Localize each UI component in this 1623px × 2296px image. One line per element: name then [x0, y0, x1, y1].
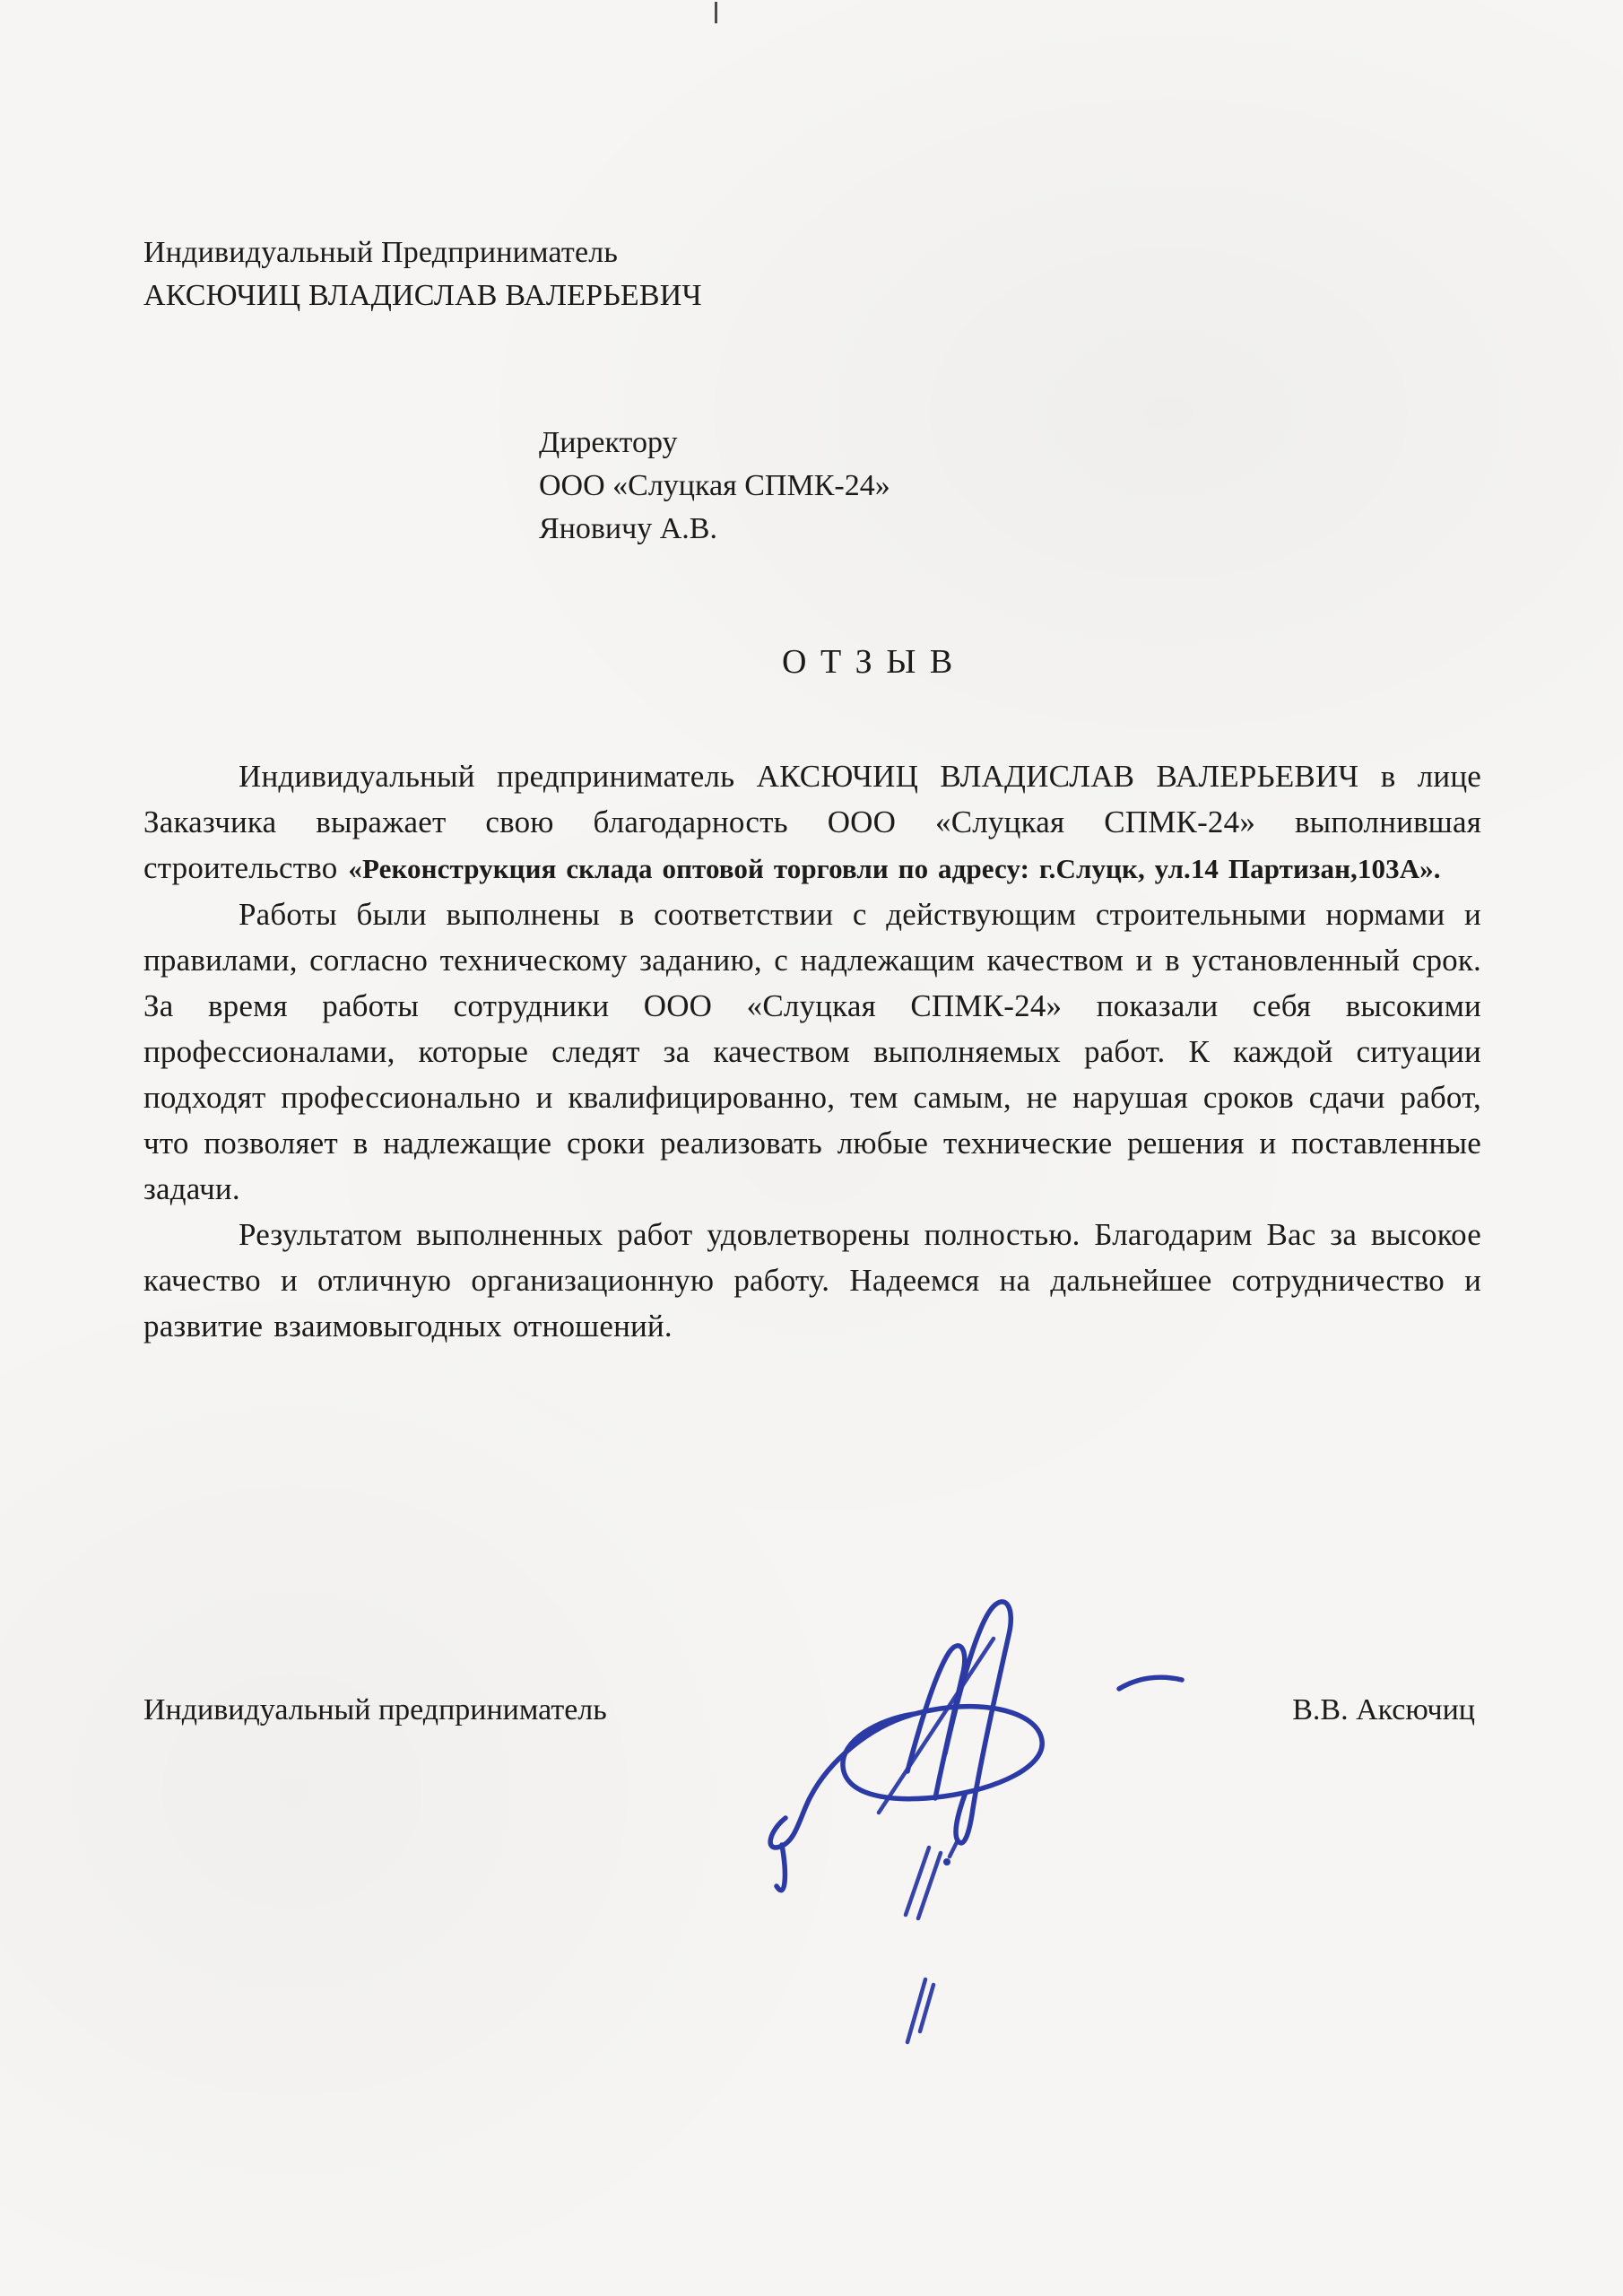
paragraph-3: Результатом выполненных работ удовлетворены полностью. Благодарим Вас за высокое качество и отличную организационную работу. Надеемся на дальнейшее сотрудничество и развитие взаимовыгодных отношений. [143, 1217, 1481, 1344]
signature-role-label: Индивидуальный предприниматель [143, 1693, 607, 1726]
paragraph-1-regular-text: Индивидуальный предприниматель АКСЮЧИЦ ВЛАДИСЛАВ ВАЛЕРЬЕВИЧ в лице Заказчика выражает свою благодарность ООО «Слуцкая СПМК-24» выполнившая строительство [143, 759, 1481, 885]
sender-line-1: Индивидуальный Предприниматель [143, 236, 619, 269]
scan-artifact-tick [715, 2, 717, 23]
handwritten-signature-icon [753, 1583, 1202, 2058]
paragraph-1 [143, 753, 1481, 891]
signature-name: В.В. Аксючиц [1292, 1693, 1475, 1726]
paragraph-1-bold-text: «Реконструкция склада оптовой торговли по адресу: г.Слуцк, ул.14 Партизан,103А». [348, 853, 1441, 884]
paragraph-2: Работы были выполнены в соответствии с действующим строительными нормами и правилами, согласно техническому заданию, с надлежащим качеством и в установленный срок. За время работы сотрудники ООО «Слуцкая СПМК-24» показали себя высокими профессионалами, которые следят за качеством выполняемых работ. К каждой ситуации подходят профессионально и квалифицированно, тем самым, не нарушая сроков сдачи работ, что позволяет в надлежащие сроки реализовать любые технические решения и поставленные задачи. [143, 897, 1481, 1206]
addressee-line-3: Яновичу А.В. [539, 512, 717, 545]
addressee-line-1: Директору [539, 426, 678, 459]
document-title: О Т З Ы В [782, 643, 956, 681]
addressee-line-2: ООО «Слуцкая СПМК-24» [539, 469, 890, 502]
addressee-block [539, 422, 890, 551]
letter-body [143, 753, 1481, 1349]
sender-line-2: АКСЮЧИЦ ВЛАДИСЛАВ ВАЛЕРЬЕВИЧ [143, 279, 702, 312]
sender-block [143, 231, 702, 317]
